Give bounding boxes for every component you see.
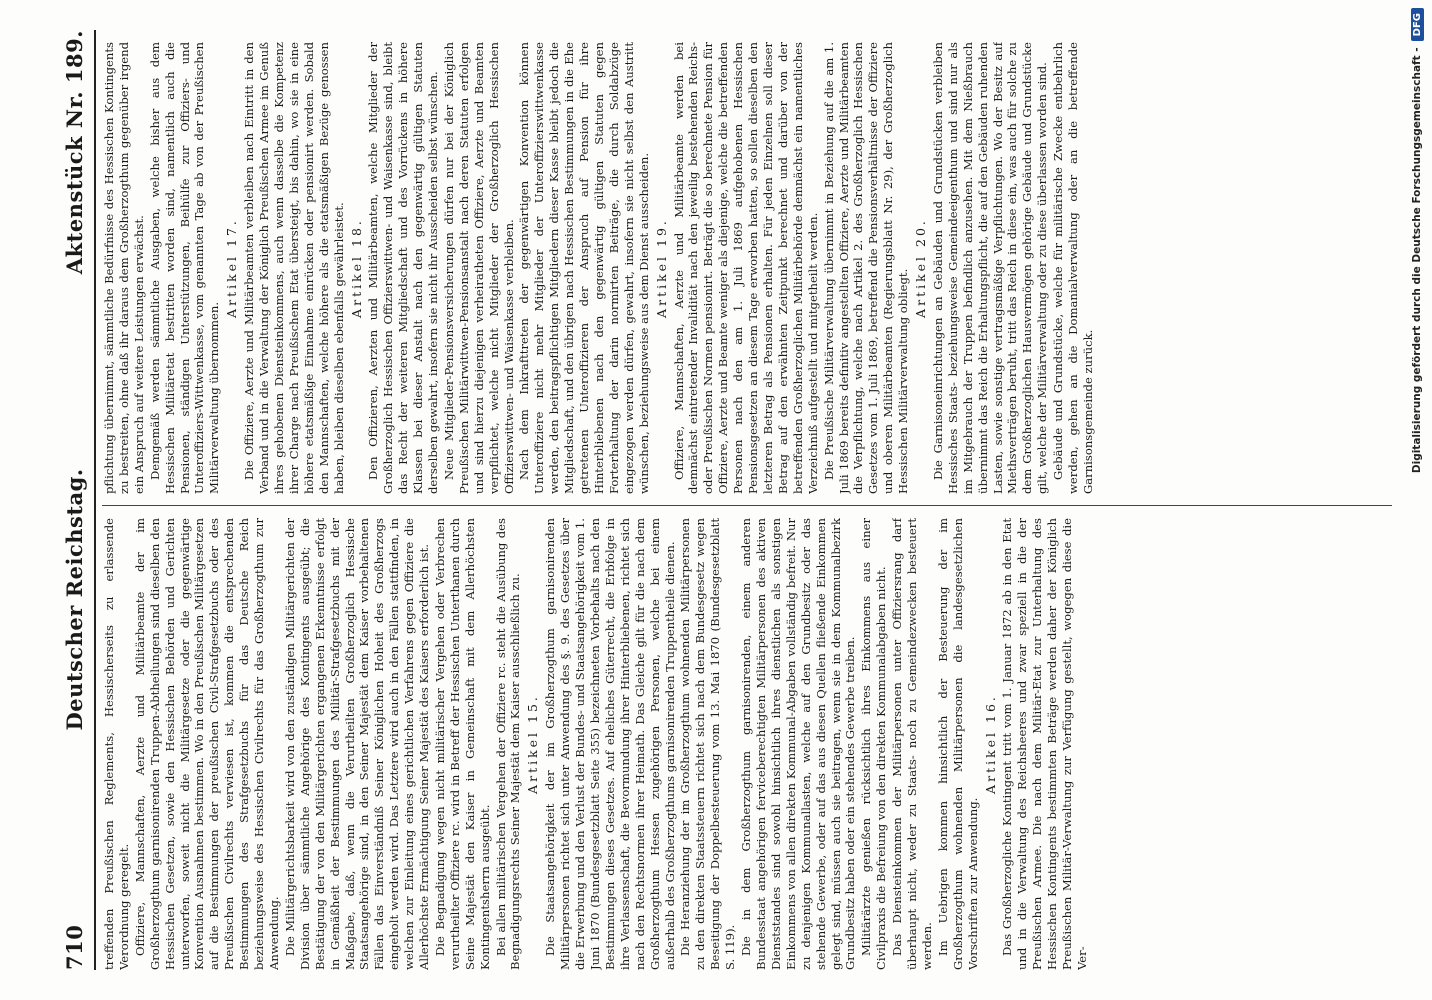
right-paragraph: Die Offiziere, Aerzte und Militärbeamten verbleiben nach Eintritt in den Verband und in die Verwaltung der Königlich Preußischen Armee im Genuß ihres gehobenen Diensteinkommens, auch wenn dasselbe die Kompetenz ihrer Charge nach Preußischem Etat übersteigt, bis dahin, wo sie in eine höhere etatsmäßige Einnahme einrücken oder pensionirt werden. Sobald den Mannschaften, welche höhere als die etatsmäßigen Bezüge genossen haben, bleiben dieselben ebenfalls gewährleistet.	[242, 42, 346, 494]
credit-text: Digitalisierung gefördert durch die Deutsche Forschungsgemeinschaft -	[1411, 47, 1423, 474]
right-paragraph: Gebäude und Grundstücke, welche für militärische Zwecke entbehrlich werden, gehen an die Domanialverwaltung oder an die betreffende Garnisonsgemeinde zurück.	[1051, 42, 1095, 494]
left-paragraph: treffenden Preußischen Reglements, Hessischerseits zu erlassende Verordnung geregelt.	[102, 518, 131, 970]
left-paragraph: Offiziere, Mannschaften, Aerzte und Militärbeamte der im Großherzogthum garnisonirenden Truppen-Abtheilungen sind dieselben den Hessischen Gesetzen, sowie den Hessischen Behörden und Gerichten unterworfen, soweit nicht die Militärgesetze oder die gegenwärtige Konvention Ausnahmen bestimmen. Wo in den Preußischen Militärgesetzen auf die Bestimmungen der preußischen Civil-Strafgesetzbuchs oder des Preußischen Civilrechts verwiesen ist, kommen die entsprechenden Bestimmungen des Strafgesetzbuchs für das Deutsche Reich beziehungsweise des Hessischen Civilrechts für das Großherzogthum zur Anwendung.	[132, 518, 281, 970]
left-paragraph: Militärärzte genießen rücksichtlich ihres Einkommens aus einer Civilpraxis die Befreiung von den direkten Kommunalabgaben nicht.	[859, 518, 889, 970]
right-paragraph: Die Garnisoneinrichtungen an Gebäuden und Grundstücken verbleiben Hessisches Staats- beziehungsweise Gemeindeeigenthum und sind nur als im Mitgebrauch der Truppen befindlich anzusehen. Mit dem Nießbrauch übernimmt das Reich die Erhaltungspflicht, die auf den Gebäuden ruhenden Lasten, sowie sonstige vertragsmäßige Verpflichtungen. Wo der Besitz auf Miethsverträgen beruht, tritt das Reich in diese ein, was auch für solche zu dem Großherzoglichen Hausvermögen gehörige Gebäude und Grundstücke gilt, welche der Militärverwaltung oder zu diese überlassen worden sind.	[930, 42, 1050, 494]
left-article-heading: Artikel 15.	[525, 694, 541, 794]
left-article-heading: Artikel 16.	[982, 694, 998, 794]
header-title: Deutscher Reichstag.	[61, 468, 87, 731]
right-article-heading: Artikel 17.	[224, 218, 240, 318]
page-number: 710	[61, 924, 87, 970]
right-paragraph: Demgemäß werden sämmtliche Ausgaben, welche bisher aus dem Hessischen Militäretat bestritten worden sind, namentlich auch die Pensionen, ständigen Unterstützungen, Beihülfe zur Offiziers- und Unteroffiziers-Wittwenkasse, vom genannten Tage ab von der Preußischen Militärverwaltung übernommen.	[147, 42, 222, 494]
right-paragraph: Nach dem Inkrafttreten der gegenwärtigen Konvention können Unteroffiziere nicht mehr Mitglieder der Unteroffizierswittwenkasse werden, den beitragspflichtigen Mitgliedern dieser Kasse bleibt jedoch die Mitgliedschaft, und den übrigen nach Hessischen Bestimmungen in die Ehe getretenen Unteroffizieren der Anspruch auf Pension für ihre Hinterbliebenen nach den gegenwärtig gültigen Statuten gegen Forterhaltung der darin normirten Beiträge, die durch Soldabzüge eingezogen werden dürfen, gewahrt, insofern sie nicht selbst den Austritt wünschen, beziehungsweise aus dem Dienst ausscheiden.	[517, 42, 651, 494]
rotated-page	[56, 30, 1416, 970]
dfg-logo: DFG	[1411, 8, 1424, 41]
left-paragraph: Das Großherzogliche Kontingent tritt vom 1. Januar 1872 ab in den Etat und in die Verwaltung des Reichsheeres und zwar speziell in die der Preußischen Armee. Die nach dem Militär-Etat zur Unterhaltung des Hessischen Kontingents bestimmten Beträge werden daher der Königlich Preußischen Militär-Verwaltung zur Verfügung gestellt, wogegen diese die Ver-	[1000, 518, 1089, 970]
left-paragraph: Im Uebrigen kommen hinsichtlich der Besteuerung der im Großherzogthum wohnenden Militärpersonen die landesgesetzlichen Vorschriften zur Anwendung.	[935, 518, 980, 970]
running-header	[56, 30, 92, 970]
left-paragraph: Die Staatsangehörigkeit der im Großherzogthum garnisonirenden Militärpersonen richtet sich unter Anwendung des §. 9. des Gesetzes über die Erwerbung und den Verlust der Bundes- und Staatsangehörigkeit vom 1. Juni 1870 (Bundesgesetzblatt Seite 355) bezeichneten Vorbehalts nach den Bestimmungen dieses Gesetzes. Auf eheliches Güterrecht, die Erbfolge in ihre Verlassenschaft, die Bevormundung ihrer Hinterbliebenen, richtet sich nach den Rechtsnormen ihrer Heimath. Das Gleiche gilt für die nach dem Großherzogthum Hessen zugehörigen Personen, welche bei einem außerhalb des Großherzogthums garnisonirenden Truppentheile dienen.	[543, 518, 677, 970]
right-article-heading: Artikel 20.	[913, 218, 929, 318]
left-paragraph: Die Begnadigung wegen nicht militärischer Vergehen oder Verbrechen verurtheilter Offiziere rc. wird in Betreff der Hessischen Unterthanen durch Seine Majestät den Kaiser in Gemeinschaft mit dem Allerhöchsten Kontingentsherrn ausgeübt.	[432, 518, 492, 970]
right-paragraph: Die Preußische Militärverwaltung übernimmt in Beziehung auf die am 1. Juli 1869 bereits definitiv angestellten Offiziere, Aerzte und Militärbeamten die Verpflichtung, welche nach Artikel 2. des Großherzoglich Hessischen Gesetzes vom 1. Juli 1869, betreffend die Pensionsverhältnisse der Offiziere und oberen Militärbeamten (Regierungsblatt Nr. 29), der Großherzoglich Hessischen Militärverwaltung obliegt.	[821, 42, 911, 494]
digitization-credit	[1404, 8, 1430, 992]
column-divider	[102, 505, 1392, 506]
left-paragraph: Die Heranziehung der im Großherzogthum wohnenden Militärpersonen zu den direkten Staatssteuern richtet sich nach dem Bundesgesetz wegen Beseitigung der Doppelbesteuerung vom 13. Mai 1870 (Bundesgesetzblatt S. 119).	[678, 518, 738, 970]
right-paragraph: Offiziere, Mannschaften, Aerzte und Militärbeamte werden bei demnächst eintretender Invalidität nach den jeweilig bestehenden Reichs- oder Preußischen Normen pensionirt. Beträgt die so berechnete Pension für Offiziere, Aerzte und Beamte weniger als diejenige, welche die betreffenden Personen nach den am 1. Juli 1869 aufgehobenen Hessischen Pensionsgesetzen an diesem Tage erworben hatten, so sollen dieselben den letzteren Betrag als Pensionen erhalten. Für jeden Einzelnen soll dieser Betrag auf den erwähnten Zeitpunkt berechnet und darüber von der betreffenden Großherzoglichen Militärbehörde demnächst ein namentliches Verzeichniß aufgestellt und mitgetheilt werden.	[671, 42, 820, 494]
document-reference: Aktenstück Nr. 189.	[61, 30, 87, 275]
left-paragraph: Das Diensteinkommen der Militärpersonen unter Offiziersrang darf überhaupt nicht, weder zu Staats- noch zu Gemeindezwecken besteuert werden.	[890, 518, 934, 970]
right-paragraph: Den Offizieren, Aerzten und Militärbeamten, welche Mitglieder der Großherzoglich Hessischen Offizierswittwen- und Waisenkasse sind, bleibt das Recht der weiteren Mitgliedschaft und des Vorrückens in höhere Klassen bei dieser Anstalt nach den gegenwärtig gültigen Statuten derselben gewahrt, insofern sie nicht ihr Ausscheiden selbst wünschen.	[366, 42, 441, 494]
right-article-heading: Artikel 18.	[348, 218, 364, 318]
text-columns	[102, 30, 1402, 970]
header-rule	[94, 30, 96, 970]
right-column	[102, 42, 1402, 494]
left-paragraph: Bei allen militärischen Vergehen der Offiziere rc. steht die Ausübung des Begnadigungsrechts Seiner Majestät dem Kaiser ausschließlich zu.	[493, 518, 523, 970]
left-column	[102, 518, 1402, 970]
right-paragraph: pflichtung übernimmt, sämmtliche Bedürfnisse des Hessischen Kontingents zu bestreiten, ohne daß ihr daraus dem Großherzogthum gegenüber irgend ein Anspruch auf weitere Leistungen erwächst.	[102, 42, 146, 494]
right-article-heading: Artikel 19.	[653, 218, 669, 318]
left-paragraph: Die in dem Großherzogthum garnisonirenden, einem anderen Bundesstaat angehörigen ferviceberechtigten Militärpersonen des aktiven Dienststandes sind sowohl hinsichtlich ihres dienstlichen als sonstigen Einkommens von allen direkten Kommunal-Abgaben vollständig befreit. Nur zu denjenigen Kommunallasten, welche auf den Grundbesitz oder das stehende Gewerbe, oder auf das aus diesen Quellen fließende Einkommen gelegt sind, müssen auch sie beitragen, wenn sie in dem Kommunalbezirk Grundbesitz haben oder ein stehendes Gewerbe treiben.	[739, 518, 858, 970]
right-paragraph: Neue Mitglieder-Pensionsversicherungen dürfen nur bei der Königlich Preußischen Militärwittwen-Pensionsanstalt nach deren Statuten erfolgen und sind hierzu diejenigen verheiratheten Offiziere, Aerzte und Beamten verpflichtet, welche nicht Mitglieder der Großherzoglich Hessischen Offizierswittwen- und Waisenkasse verbleiben.	[441, 42, 516, 494]
left-paragraph: Die Militärgerichtsbarkeit wird von den zuständigen Militärgerichten der Division über sämmtliche Angehörige des Kontingents ausgeübt; die Bestätigung der von den Militärgerichten ergangenen Erkenntnisse erfolgt in Gemäßheit der Bestimmungen des Militär-Strafgesetzbuchs mit der Maßgabe, daß, wenn die Verurtheilten Großherzoglich Hessische Staatsangehörige sind, in den Seiner Majestät dem Kaiser vorbehaltenen Fällen das Einverständniß Seiner Königlichen Hoheit des Großherzogs eingeholt werden wird. Das Letztere wird auch in den Fällen stattfinden, in welchen zur Einleitung eines gerichtlichen Verfahrens gegen Offiziere die Allerhöchste Ermächtigung Seiner Majestät des Kaisers erforderlich ist.	[282, 518, 432, 970]
